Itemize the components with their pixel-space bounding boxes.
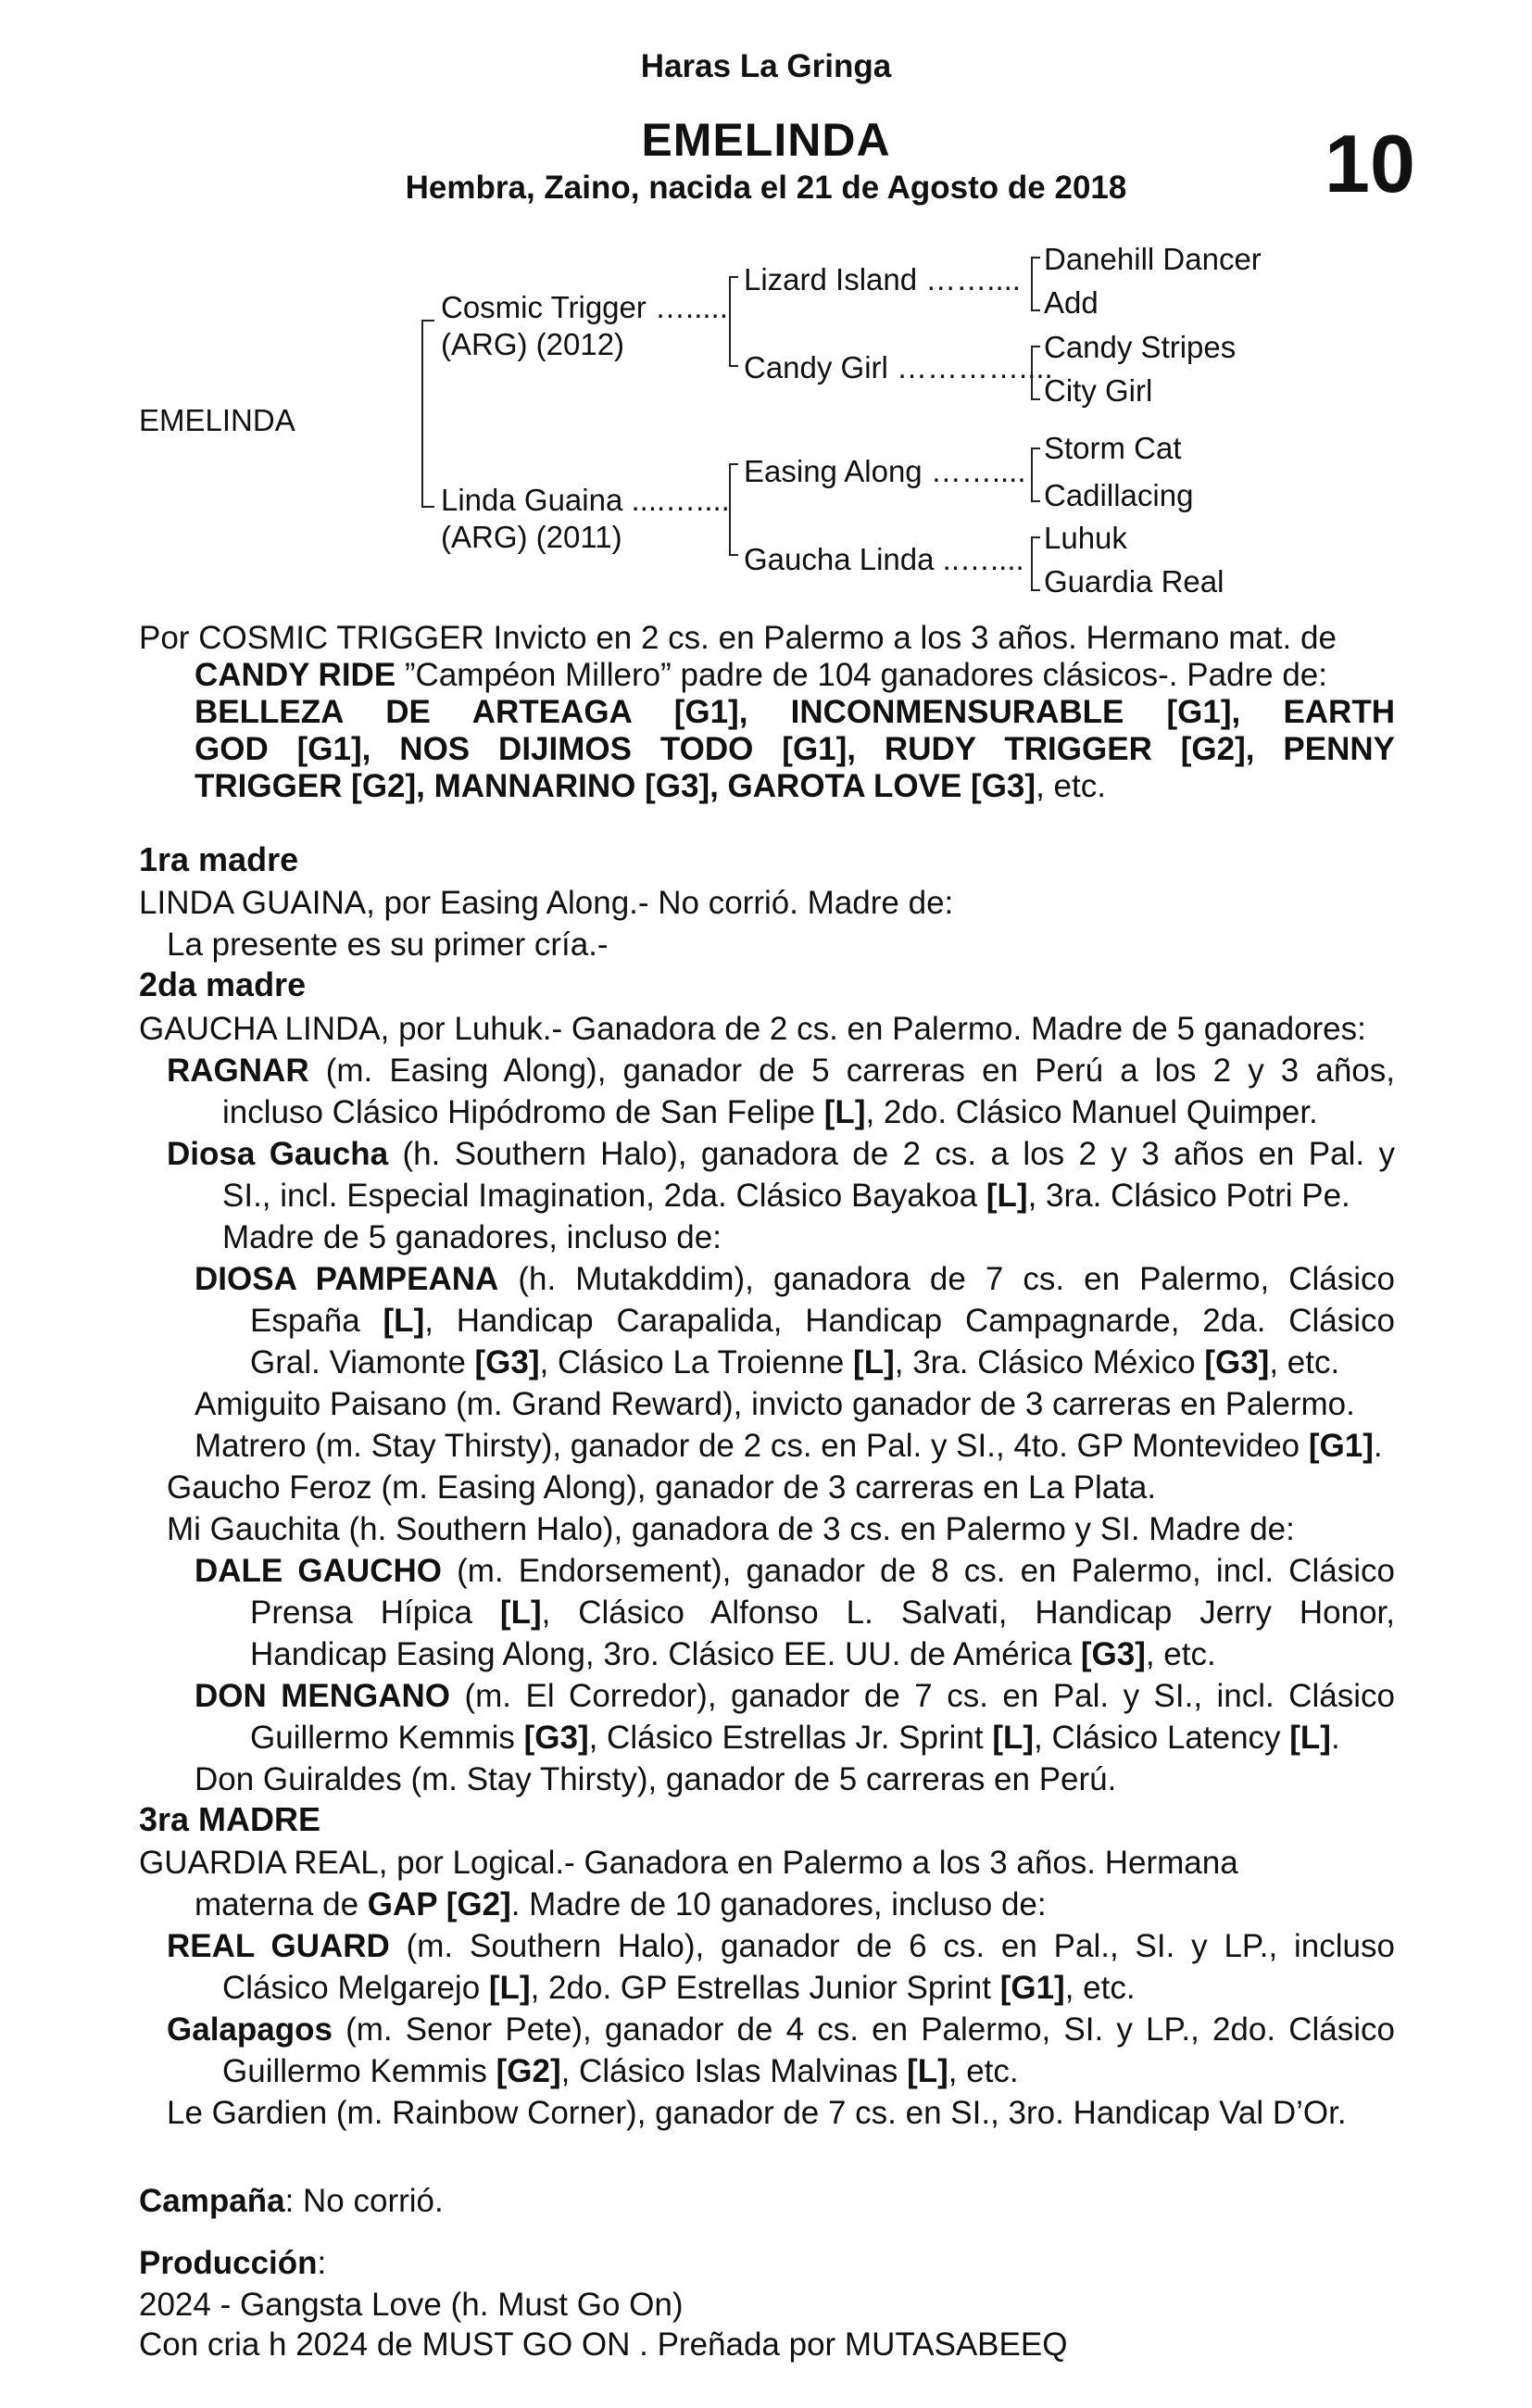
pedigree-dam-dam: Gaucha Linda ..….... [744,542,1024,576]
progeny-entry: Le Gardien (m. Rainbow Corner), ganador de 7 cs. en SI., 3ro. Handicap Val D’Or. [167,2095,1347,2131]
progeny-entry: Diosa Gaucha (h. Southern Halo), ganadora de 2 cs. a los 2 y 3 años en Pal. y [167,1136,1395,1172]
section-heading: 1ra madre [139,840,299,878]
first-dam-line: LINDA GUAINA, por Easing Along.- No corrió. Madre de: [139,885,954,921]
pedigree-ggp: Luhuk [1044,521,1127,555]
progeny-entry: Gral. Viamonte [G3], Clásico La Troienne [L], 3ra. Clásico México [G3], etc. [250,1344,1340,1381]
pedigree-ggp: Cadillacing [1044,478,1194,512]
progeny-entry: Madre de 5 ganadores, incluso de: [222,1219,722,1255]
pedigree-ggp: Candy Stripes [1044,330,1237,364]
production-line: Con cria h 2024 de MUST GO ON . Preñada por MUTASABEEQ [139,2326,1068,2363]
pedigree-ggp: Storm Cat [1044,431,1182,465]
pedigree-subject: EMELINDA [139,403,295,437]
progeny-entry: REAL GUARD (m. Southern Halo), ganador de 6 cs. en Pal., SI. y LP., incluso [167,1928,1395,1964]
pedigree-sire-origin: (ARG) (2012) [441,327,625,361]
production-heading: Producción: [139,2245,327,2281]
campaign-label: Campaña [139,2183,285,2219]
progeny-entry: Handicap Easing Along, 3ro. Clásico EE. UU. de América [G3], etc. [250,1636,1216,1672]
third-dam-line: GUARDIA REAL, por Logical.- Ganadora en Palermo a los 3 años. Hermana [139,1845,1238,1881]
progeny-entry: SI., incl. Especial Imagination, 2da. Clásico Bayakoa [L], 3ra. Clásico Potri Pe. [222,1178,1350,1214]
lot-number: 10 [1325,118,1415,209]
progeny-entry: Guillermo Kemmis [G3], Clásico Estrellas Jr. Sprint [L], Clásico Latency [L]. [250,1720,1340,1756]
progeny-entry: Gaucho Feroz (m. Easing Along), ganador de 3 carreras en La Plata. [167,1469,1157,1506]
progeny-entry: DIOSA PAMPEANA (h. Mutakddim), ganadora de 7 cs. en Palermo, Clásico [195,1261,1396,1297]
progeny-entry: Mi Gauchita (h. Southern Halo), ganadora de 3 cs. en Palermo y SI. Madre de: [167,1511,1295,1547]
second-dam-line: GAUCHA LINDA, por Luhuk.- Ganadora de 2 cs. en Palermo. Madre de 5 ganadores: [139,1011,1366,1047]
pedigree-ggp: City Girl [1044,373,1153,408]
campaign-line: Campaña: No corrió. [139,2183,444,2219]
pedigree-sire: Cosmic Trigger …..... [441,290,728,324]
section-heading: 2da madre [139,965,307,1003]
progeny-entry: Prensa Hípica [L], Clásico Alfonso L. Salvati, Handicap Jerry Honor, [250,1595,1395,1631]
horse-subtitle: Hembra, Zaino, nacida el 21 de Agosto de 2018 [405,170,1127,206]
sire-line: CANDY RIDE ”Campéon Millero” padre de 104 ganadores clásicos-. Padre de: [195,657,1327,693]
first-dam-line: La presente es su primer cría.- [167,927,609,963]
horse-name: EMELINDA [641,114,891,166]
progeny-entry: RAGNAR (m. Easing Along), ganador de 5 carreras en Perú a los 2 y 3 años, [167,1053,1395,1089]
pedigree-sire-sire: Lizard Island …….... [744,262,1021,296]
progeny-entry: Amiguito Paisano (m. Grand Reward), invicto ganador de 3 carreras en Palermo. [195,1386,1355,1422]
pedigree-ggp: Add [1044,285,1099,320]
sire-progeny-line: TRIGGER [G2], MANNARINO [G3], GAROTA LOVE [G3], etc. [195,768,1106,804]
section-heading: 3ra MADRE [139,1800,321,1838]
sire-brother-name: CANDY RIDE [195,657,396,693]
progeny-entry: Galapagos (m. Senor Pete), ganador de 4 cs. en Palermo, SI. y LP., 2do. Clásico [167,2011,1395,2048]
progeny-entry: DON MENGANO (m. El Corredor), ganador de 7 cs. en Pal. y SI., incl. Clásico [195,1678,1395,1714]
pedigree-sire-dam: Candy Girl ………….... [744,350,1053,385]
production-line: 2024 - Gangsta Love (h. Must Go On) [139,2287,684,2323]
pedigree-ggp: Danehill Dancer [1044,242,1262,276]
pedigree-dam-sire: Easing Along …….... [744,454,1026,488]
pedigree-dam: Linda Guaina ....….... [441,483,730,517]
third-dam-line: materna de GAP [G2]. Madre de 10 ganadores, incluso de: [195,1886,1047,1923]
sire-progeny-line: BELLEZA DE ARTEAGA [G1], INCONMENSURABLE [G1], EARTH [195,694,1395,730]
progeny-entry: Guillermo Kemmis [G2], Clásico Islas Malvinas [L], etc. [222,2053,1019,2089]
progeny-entry: incluso Clásico Hipódromo de San Felipe [L], 2do. Clásico Manuel Quimper. [222,1094,1318,1130]
pedigree-ggp: Guardia Real [1044,564,1224,599]
progeny-entry: Clásico Melgarejo [L], 2do. GP Estrellas Junior Sprint [G1], etc. [222,1970,1136,2006]
progeny-entry: Matrero (m. Stay Thirsty), ganador de 2 cs. en Pal. y SI., 4to. GP Montevideo [G1]. [195,1428,1383,1464]
farm-name: Haras La Gringa [640,48,892,84]
pedigree-dam-origin: (ARG) (2011) [441,520,622,554]
progeny-entry: Don Guiraldes (m. Stay Thirsty), ganador de 5 carreras en Perú. [195,1761,1117,1797]
progeny-entry: España [L], Handicap Carapalida, Handicap Campagnarde, 2da. Clásico [250,1303,1395,1339]
sire-progeny-line: GOD [G1], NOS DIJIMOS TODO [G1], RUDY TRIGGER [G2], PENNY [195,731,1395,767]
progeny-entry: DALE GAUCHO (m. Endorsement), ganador de 8 cs. en Palermo, incl. Clásico [195,1553,1395,1589]
sire-line: Por COSMIC TRIGGER Invicto en 2 cs. en Palermo a los 3 años. Hermano mat. de [139,620,1337,656]
